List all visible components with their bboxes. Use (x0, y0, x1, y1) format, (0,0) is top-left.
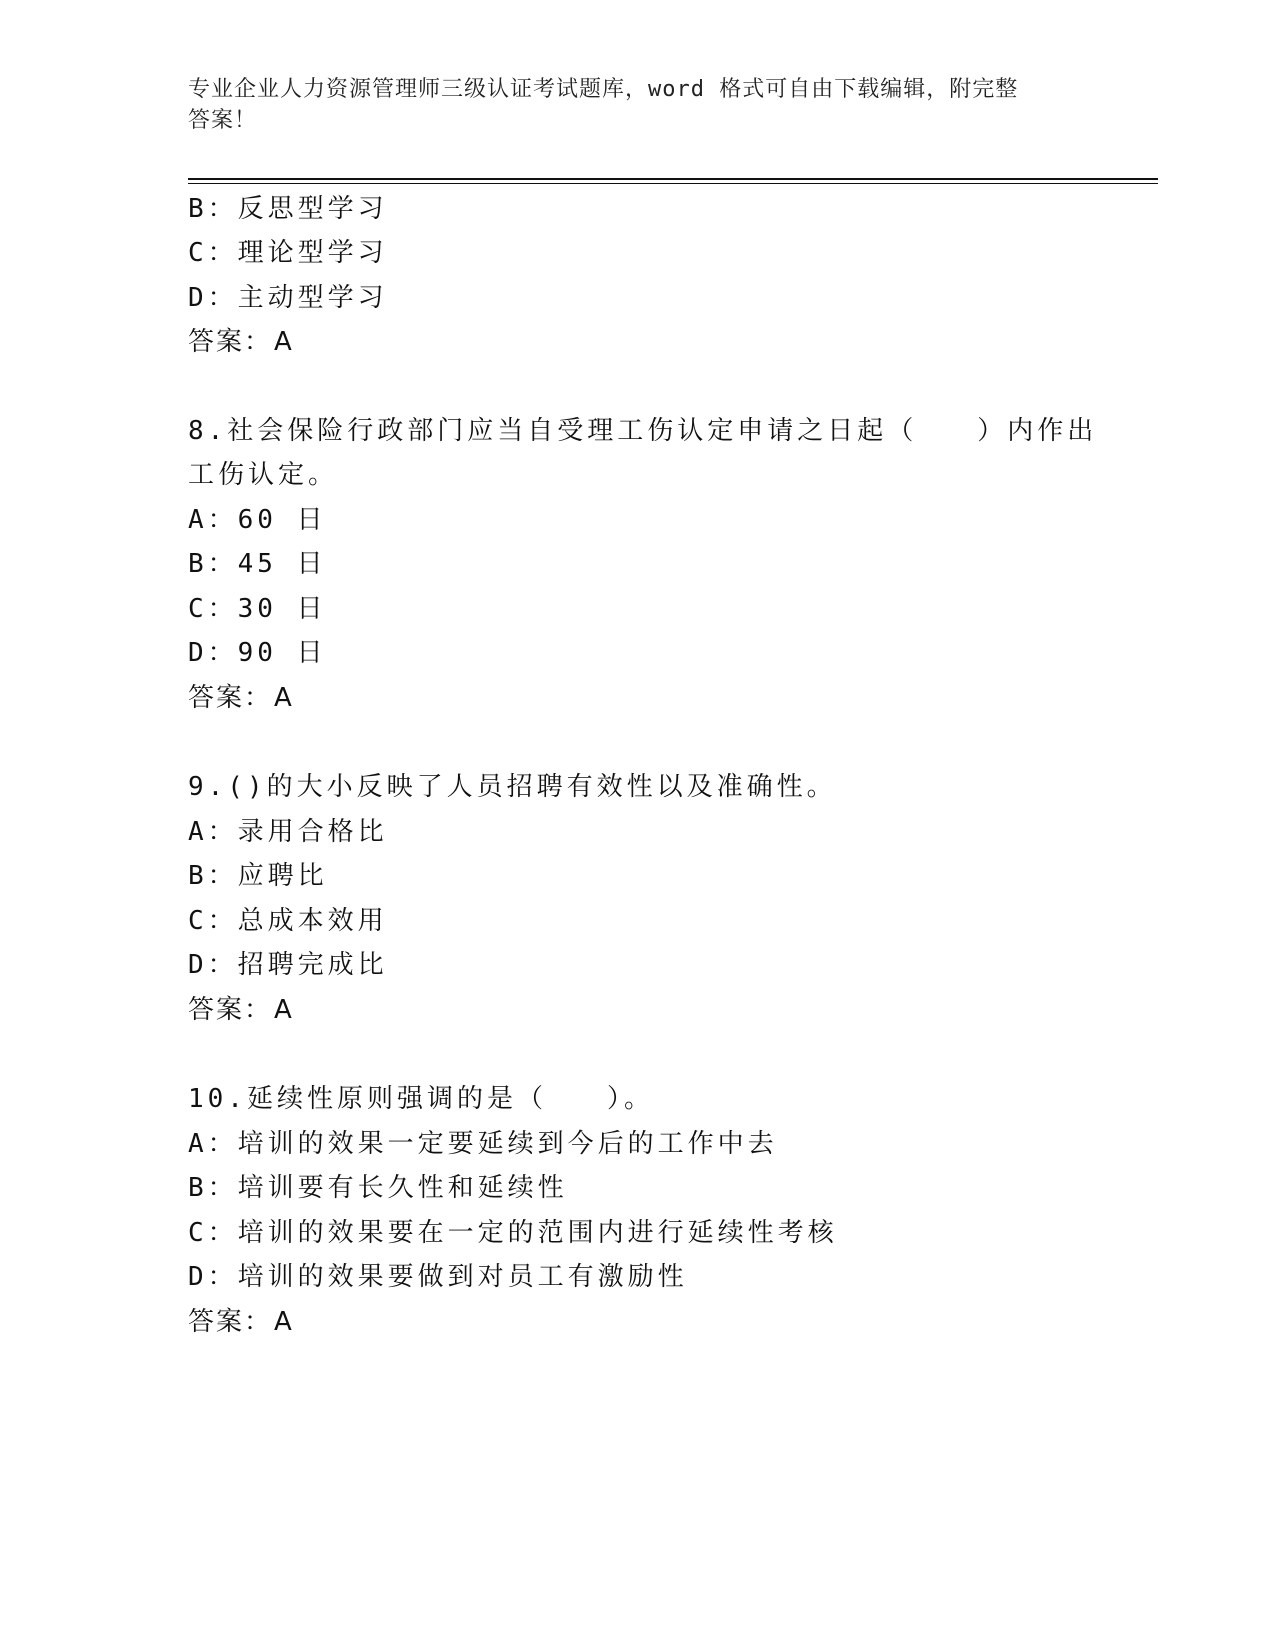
q10-answer (188, 1305, 294, 1339)
answer-value: A (274, 683, 294, 713)
q9-option-a: A：录用合格比 (188, 817, 388, 847)
q8-option-c: C：30 日 (188, 594, 327, 624)
header-line-1: 专业企业人力资源管理师三级认证考试题库，word 格式可自由下载编辑，附完整 (188, 77, 1019, 102)
q7-option-c: C：理论型学习 (188, 238, 388, 268)
q9-option-d: D：招聘完成比 (188, 950, 388, 980)
answer-value: A (274, 995, 294, 1025)
q8-option-d: D：90 日 (188, 638, 327, 668)
q8-option-a: A：60 日 (188, 505, 327, 535)
q8-option-b: B：45 日 (188, 549, 327, 579)
answer-label: 答案： (188, 327, 273, 357)
q7-option-b: B：反思型学习 (188, 194, 388, 224)
q10-option-b: B：培训要有长久性和延续性 (188, 1173, 568, 1203)
answer-value: A (274, 1307, 294, 1337)
q8-answer (188, 681, 294, 715)
q9-stem: 9.()的大小反映了人员招聘有效性以及准确性。 (188, 772, 837, 802)
q10-option-d: D：培训的效果要做到对员工有激励性 (188, 1262, 688, 1292)
q8-stem-line-1: 8.社会保险行政部门应当自受理工伤认定申请之日起（ ）内作出 (188, 416, 1098, 446)
q10-stem: 10.延续性原则强调的是（ ）。 (188, 1084, 654, 1114)
q9-option-c: C：总成本效用 (188, 906, 388, 936)
page-header (188, 74, 1068, 136)
header-line-2: 答案！ (188, 108, 258, 133)
q10-option-c: C：培训的效果要在一定的范围内进行延续性考核 (188, 1218, 838, 1248)
q10-option-a: A：培训的效果一定要延续到今后的工作中去 (188, 1129, 778, 1159)
q7-answer (188, 325, 294, 359)
answer-label: 答案： (188, 995, 273, 1025)
q9-option-b: B：应聘比 (188, 861, 328, 891)
answer-label: 答案： (188, 1307, 273, 1337)
q8-stem-line-2: 工伤认定。 (188, 460, 339, 490)
answer-value: A (274, 327, 294, 357)
header-rule-thin (188, 183, 1158, 184)
q7-option-d: D：主动型学习 (188, 283, 388, 313)
answer-label: 答案： (188, 683, 273, 713)
q9-answer (188, 993, 294, 1027)
header-rule-thick (188, 178, 1158, 180)
